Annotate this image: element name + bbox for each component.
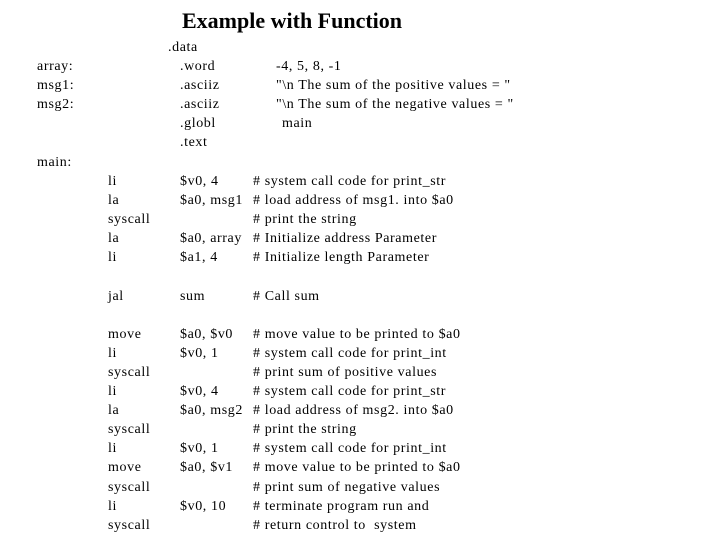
code-args: $a0, $v0 xyxy=(180,327,234,342)
code-comment: # Initialize address Parameter xyxy=(253,231,437,246)
code-op: jal xyxy=(108,289,124,304)
code-comment: # Initialize length Parameter xyxy=(253,250,430,265)
code-comment: # print the string xyxy=(253,212,357,227)
directive-word: .word xyxy=(180,59,216,74)
value-msg1: "\n The sum of the positive values = " xyxy=(276,78,511,93)
code-args: $a0, $v1 xyxy=(180,460,234,475)
label-array: array: xyxy=(37,59,74,74)
code-comment: # print the string xyxy=(253,422,357,437)
code-op: la xyxy=(108,231,120,246)
code-op: li xyxy=(108,441,117,456)
code-op: la xyxy=(108,193,120,208)
directive-asciiz-1: .asciiz xyxy=(180,78,220,93)
code-op: syscall xyxy=(108,365,151,380)
data-directive: .data xyxy=(168,40,198,55)
code-args: $v0, 1 xyxy=(180,441,219,456)
code-comment: # load address of msg1. into $a0 xyxy=(253,193,454,208)
code-op: syscall xyxy=(108,480,151,495)
value-globl: main xyxy=(282,116,313,131)
directive-asciiz-2: .asciiz xyxy=(180,97,220,112)
code-op: li xyxy=(108,174,117,189)
label-msg1: msg1: xyxy=(37,78,75,93)
code-op: syscall xyxy=(108,212,151,227)
code-comment: # print sum of positive values xyxy=(253,365,438,380)
code-comment: # system call code for print_str xyxy=(253,384,446,399)
label-main: main: xyxy=(37,155,72,170)
code-args: $v0, 4 xyxy=(180,384,219,399)
code-op: li xyxy=(108,384,117,399)
page-title: Example with Function xyxy=(182,8,403,33)
code-args: $v0, 1 xyxy=(180,346,219,361)
code-op: syscall xyxy=(108,422,151,437)
code-comment: # move value to be printed to $a0 xyxy=(253,327,461,342)
directive-text: .text xyxy=(180,135,208,150)
code-op: la xyxy=(108,403,120,418)
code-comment: # move value to be printed to $a0 xyxy=(253,460,461,475)
code-args: $a0, msg2 xyxy=(180,403,243,418)
code-args: $v0, 4 xyxy=(180,174,219,189)
code-comment: # return control to system xyxy=(253,518,417,533)
code-comment: # system call code for print_str xyxy=(253,174,446,189)
code-comment: # load address of msg2. into $a0 xyxy=(253,403,454,418)
code-args: $a1, 4 xyxy=(180,250,218,265)
code-comment: # terminate program run and xyxy=(253,499,430,514)
code-op: li xyxy=(108,499,117,514)
code-args: $v0, 10 xyxy=(180,499,227,514)
code-comment: # Call sum xyxy=(253,289,320,304)
code-comment: # print sum of negative values xyxy=(253,480,441,495)
label-msg2: msg2: xyxy=(37,97,75,112)
value-msg2: "\n The sum of the negative values = " xyxy=(276,97,514,112)
directive-globl: .globl xyxy=(180,116,216,131)
code-args: $a0, array xyxy=(180,231,242,246)
code-op: move xyxy=(108,460,142,475)
code-args: $a0, msg1 xyxy=(180,193,243,208)
code-op: li xyxy=(108,250,117,265)
code-op: move xyxy=(108,327,142,342)
value-array: -4, 5, 8, -1 xyxy=(276,59,342,74)
code-comment: # system call code for print_int xyxy=(253,346,447,361)
code-comment: # system call code for print_int xyxy=(253,441,447,456)
code-op: li xyxy=(108,346,117,361)
code-args: sum xyxy=(180,289,206,304)
code-op: syscall xyxy=(108,518,151,533)
